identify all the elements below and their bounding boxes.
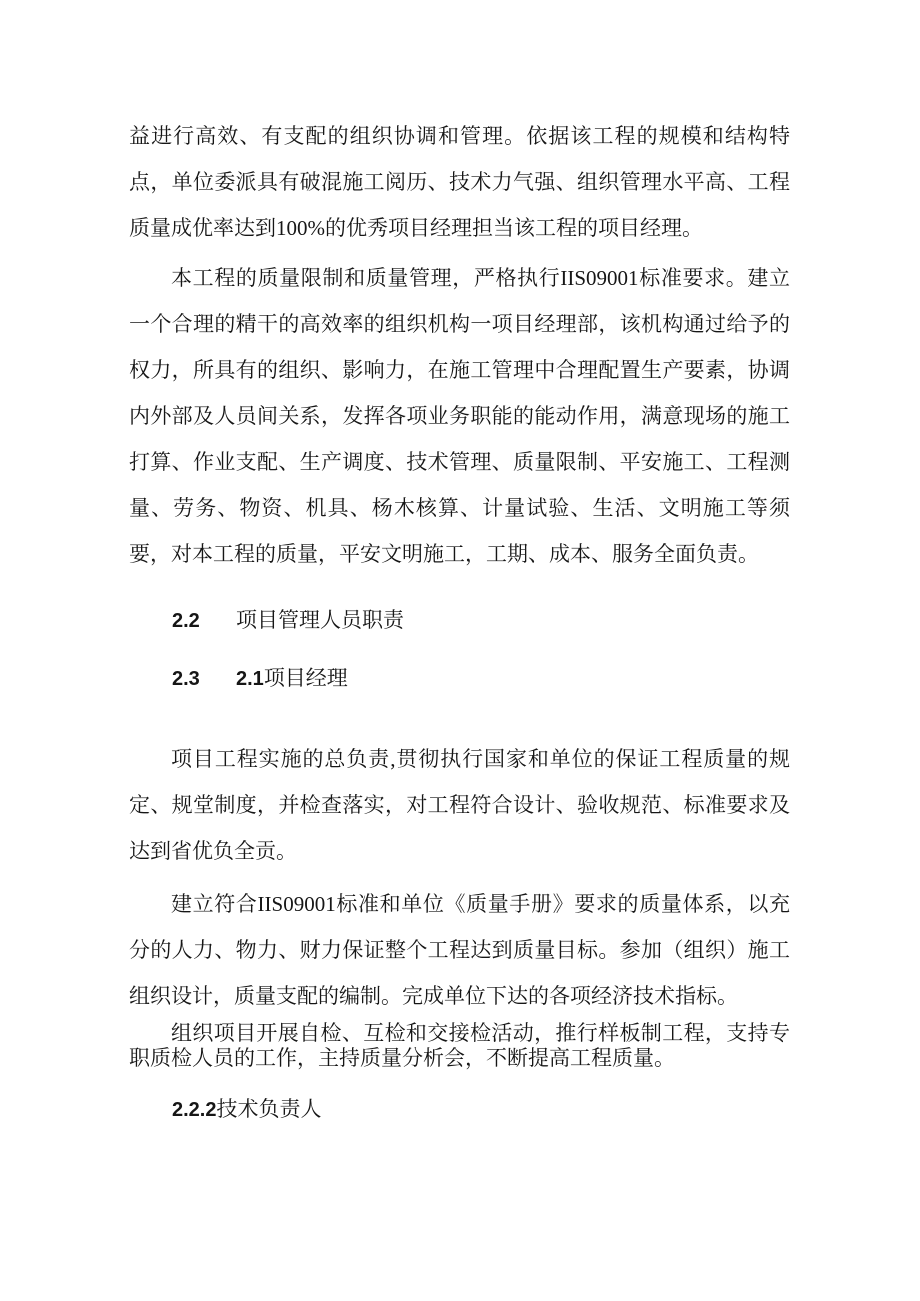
heading-2-3 xyxy=(172,655,790,702)
paragraph-quality-management: 本工程的质量限制和质量管理，严格执行IIS09001标准要求。建立一个合理的精干的高效率的组织机构一项目经理部，该机构通过给予的权力，所具有的组织、影响力，在施工管理中合理配置生产要素，协调内外部及人员间关系，发挥各项业务职能的能动作用，满意现场的施工打算、作业支配、生产调度、技术管理、质量限制、平安施工、工程测量、劳务、物资、机具、杨木核算、计量试验、生活、文明施工等须要，对本工程的质量，平安文明施工，工期、成本、服务全面负责。 xyxy=(129,266,790,566)
heading-2-3-number: 2.3 xyxy=(172,668,200,690)
heading-2-3-subnumber: 2.1 xyxy=(236,668,264,690)
heading-2-2-2-title: 技术负责人 xyxy=(216,1097,322,1121)
heading-2-2-title: 项目管理人员职责 xyxy=(236,608,404,632)
heading-2-2 xyxy=(172,597,790,644)
paragraph-intro: 益进行高效、有支配的组织协调和管理。依据该工程的规模和结构特点，单位委派具有破混施工阅历、技术力气强、组织管理水平高、工程质量成优率达到100%的优秀项目经理担当该工程的项目经理。 xyxy=(129,124,790,240)
heading-2-3-title: 项目经理 xyxy=(263,666,348,690)
heading-2-2-2-number: 2.2.2 xyxy=(172,1099,217,1121)
heading-2-2-2 xyxy=(172,1086,790,1133)
paragraph-self-check: 组织项目开展自检、互检和交接检活动，推行样板制工程，支持专职质检人员的工作，主持质量分析会，不断提高工程质量。 xyxy=(129,1021,790,1070)
paragraph-quality-system: 建立符合IIS09001标准和单位《质量手册》要求的质量体系，以充分的人力、物力、财力保证整个工程达到质量目标。参加（组织）施工组织设计，质量支配的编制。完成单位下达的各项经济技术指标。 xyxy=(129,892,790,1008)
heading-2-2-number: 2.2 xyxy=(172,610,200,632)
paragraph-project-manager-duty: 项目工程实施的总负责,贯彻执行国家和单位的保证工程质量的规定、规堂制度，并检查落实，对工程符合设计、验收规范、标准要求及达到省优负全贡。 xyxy=(129,747,790,863)
